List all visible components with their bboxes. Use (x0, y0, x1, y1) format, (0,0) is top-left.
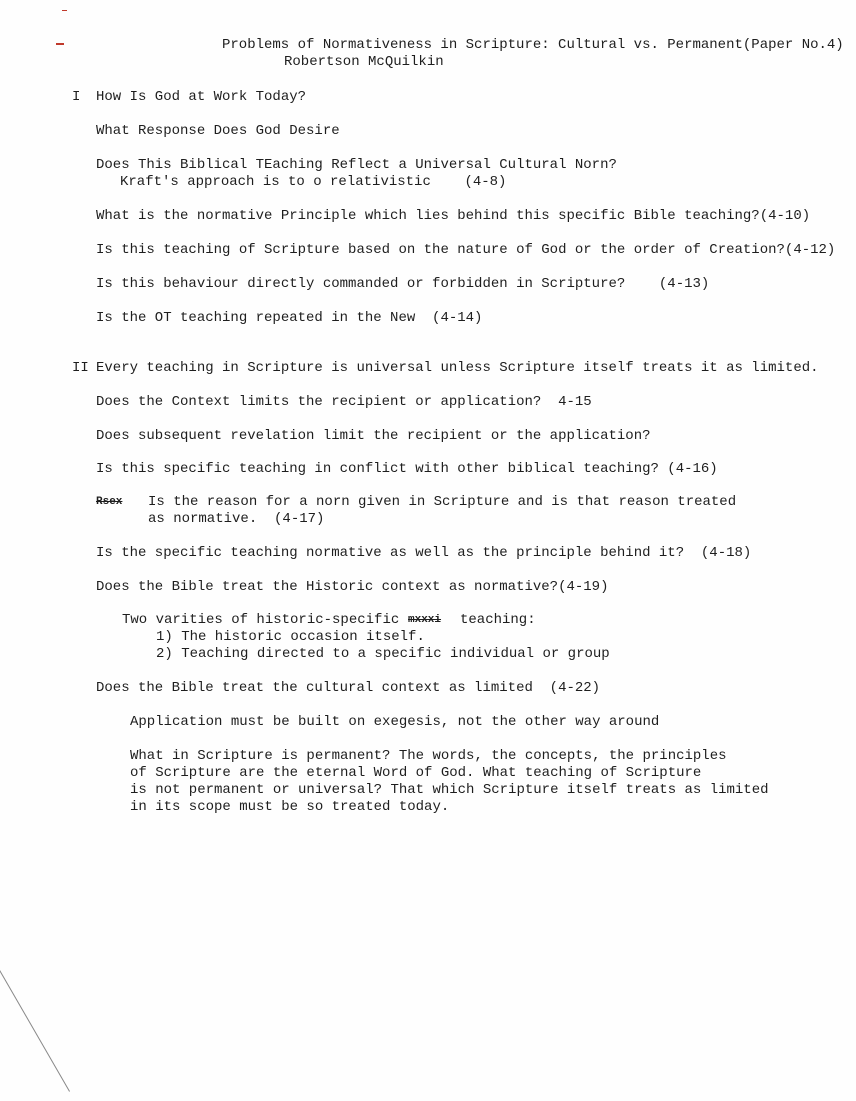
outline-line: Kraft's approach is to o relativistic (4-8) (120, 174, 507, 190)
outline-line: What is the normative Principle which lies behind this specific Bible teaching?(4-10) (96, 208, 811, 224)
outline-line: 2) Teaching directed to a specific individual or group (156, 646, 610, 662)
outline-line: Does the Bible treat the Historic context as normative?(4-19) (96, 579, 609, 595)
outline-line: Does subsequent revelation limit the recipient or the application? (96, 428, 651, 444)
paragraph-line: of Scripture are the eternal Word of God. What teaching of Scripture (130, 765, 702, 781)
paragraph-line: What in Scripture is permanent? The words, the concepts, the principles (130, 748, 727, 764)
red-ink-mark (56, 43, 64, 45)
section-heading: Every teaching in Scripture is universal unless Scripture itself treats it as limited. (96, 360, 819, 376)
struck-text: mxxxi (408, 614, 442, 626)
outline-line: Application must be built on exegesis, not the other way around (130, 714, 660, 730)
paragraph-line: is not permanent or universal? That which Scripture itself treats as limited (130, 782, 769, 798)
outline-line: Is the OT teaching repeated in the New (4-14) (96, 310, 483, 326)
outline-line: teaching: (460, 612, 536, 628)
outline-line: 1) The historic occasion itself. (156, 629, 425, 645)
document-title: Problems of Normativeness in Scripture: Cultural vs. Permanent(Paper No.4) (222, 37, 844, 53)
outline-line: Does the Context limits the recipient or application? 4-15 (96, 394, 592, 410)
struck-text: Rsex (96, 496, 123, 508)
outline-line: How Is God at Work Today? (96, 89, 307, 105)
outline-line: Does This Biblical TEaching Reflect a Universal Cultural Norn? (96, 157, 617, 173)
paragraph-line: in its scope must be so treated today. (130, 799, 450, 815)
outline-line: Is this specific teaching in conflict with other biblical teaching? (4-16) (96, 461, 718, 477)
section-numeral: I (72, 89, 81, 105)
outline-line: Is the specific teaching normative as well as the principle behind it? (4-18) (96, 545, 752, 561)
outline-line: Two varities of historic-specific (122, 612, 408, 628)
outline-line: Does the Bible treat the cultural context as limited (4-22) (96, 680, 601, 696)
red-ink-mark (62, 10, 67, 11)
section-numeral: II (72, 360, 89, 376)
outline-line: Is this teaching of Scripture based on the nature of God or the order of Creation?(4-12) (96, 242, 836, 258)
document-author: Robertson McQuilkin (284, 54, 444, 70)
outline-line: Is the reason for a norn given in Scripture and is that reason treated (148, 494, 737, 510)
outline-line: Is this behaviour directly commanded or forbidden in Scripture? (4-13) (96, 276, 710, 292)
outline-line: What Response Does God Desire (96, 123, 340, 139)
paper-crease (0, 970, 70, 1092)
outline-line: as normative. (4-17) (148, 511, 325, 527)
